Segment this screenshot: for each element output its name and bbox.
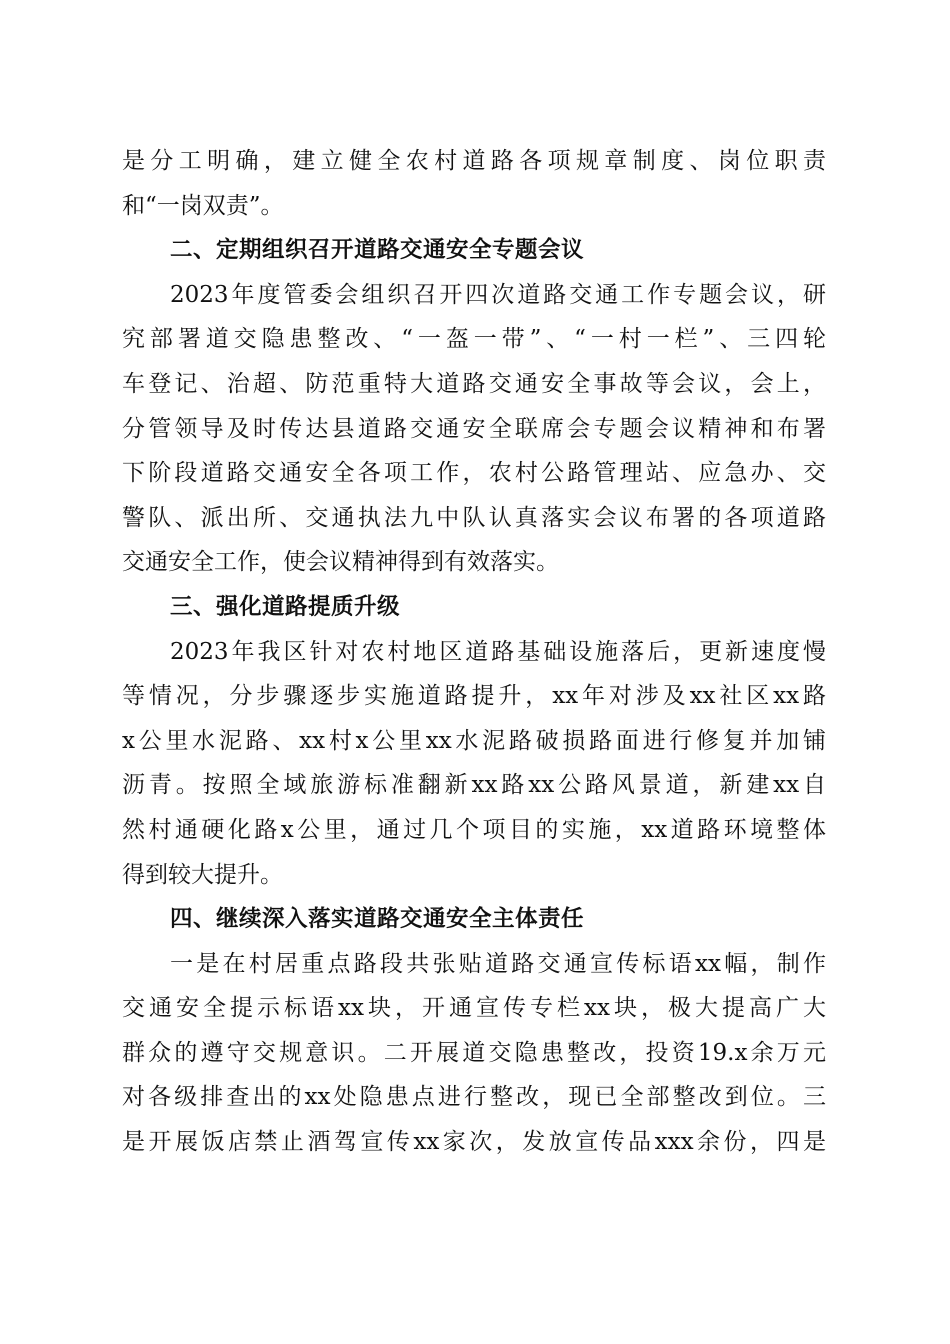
- body-text-line: 群众的遵守交规意识。二开展道交隐患整改，投资19.x余万元: [122, 1039, 826, 1066]
- body-text-line: 等情况，分步骤逐步实施道路提升，xx年对涉及xx社区xx路: [122, 683, 826, 710]
- body-text-line: 和“一岗双责”。: [122, 192, 284, 219]
- body-text-line: 得到较大提升。: [122, 861, 283, 888]
- body-text-line: 2023年我区针对农村地区道路基础设施落后，更新速度慢: [170, 638, 826, 665]
- document-page: [122, 139, 826, 1165]
- body-text-line: 一是在村居重点路段共张贴道路交通宣传标语xx幅，制作: [170, 950, 826, 977]
- body-text-line: 2023年度管委会组织召开四次道路交通工作专题会议，研: [170, 281, 826, 308]
- body-text-line: 交通安全提示标语xx块，开通宣传专栏xx块，极大提高广大: [122, 995, 826, 1022]
- section-heading: 四、继续深入落实道路交通安全主体责任: [170, 906, 585, 933]
- body-text-line: x公里水泥路、xx村x公里xx水泥路破损路面进行修复并加铺: [122, 727, 826, 754]
- body-text-line: 对各级排查出的xx处隐患点进行整改，现已全部整改到位。三: [122, 1084, 826, 1111]
- body-text-line: 然村通硬化路x公里，通过几个项目的实施，xx道路环境整体: [122, 816, 826, 843]
- section-heading: 二、定期组织召开道路交通安全专题会议: [170, 237, 585, 264]
- body-text-line: 交通安全工作，使会议精神得到有效落实。: [122, 549, 559, 576]
- body-text-line: 沥青。按照全域旅游标准翻新xx路xx公路风景道，新建xx自: [122, 772, 826, 799]
- body-text-line: 究部署道交隐患整改、“一盔一带”、“一村一栏”、三四轮: [122, 326, 826, 353]
- body-text-line: 是开展饭店禁止酒驾宣传xx家次，发放宣传品xxx余份，四是: [122, 1129, 826, 1156]
- body-text-line: 警队、派出所、交通执法九中队认真落实会议布署的各项道路: [122, 504, 826, 531]
- body-text-line: 下阶段道路交通安全各项工作，农村公路管理站、应急办、交: [122, 460, 826, 487]
- body-text-line: 车登记、治超、防范重特大道路交通安全事故等会议，会上，: [122, 370, 826, 397]
- body-text-line: 分管领导及时传达县道路交通安全联席会专题会议精神和布署: [122, 415, 826, 442]
- body-text-line: 是分工明确，建立健全农村道路各项规章制度、岗位职责: [122, 148, 826, 174]
- section-heading: 三、强化道路提质升级: [170, 593, 401, 620]
